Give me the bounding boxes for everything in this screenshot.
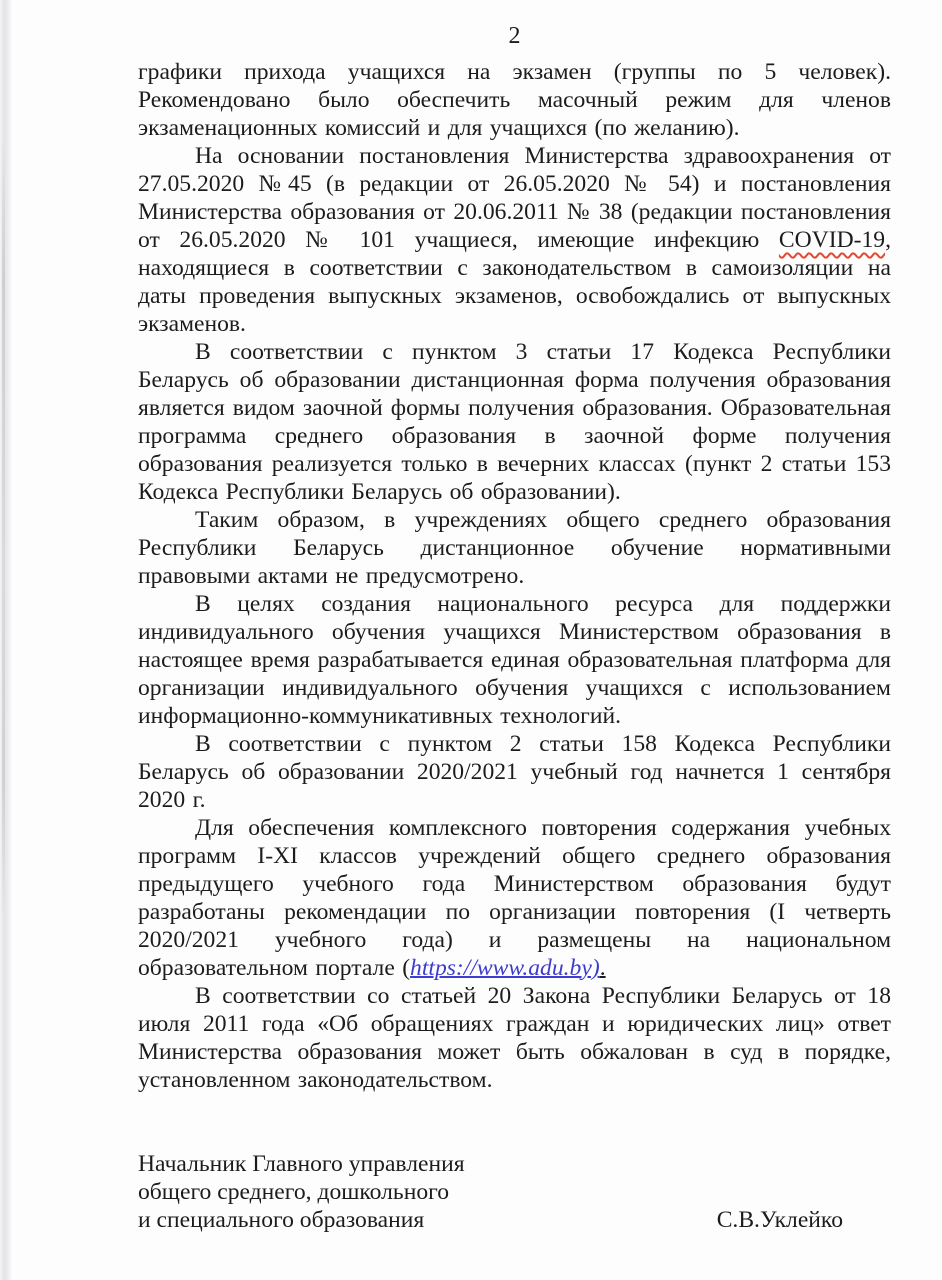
page-content (138, 22, 891, 1234)
paragraph-review-recommendations (138, 814, 891, 982)
paragraph-text: . (599, 955, 606, 981)
document-body (138, 58, 891, 1094)
paragraph-no-distance-learning (138, 506, 891, 590)
signatory-position-line: общего среднего, дошкольного (138, 1179, 450, 1205)
paragraph-text: В целях создания национального ресурса для поддержки индивидуального обучения учащихся Министерством образования в настоящее время разрабатывается единая образовательная платформа для организации индивидуального обучения учащихся с использованием информационно-коммуникативных технологий. (138, 591, 891, 729)
paragraph-appeal-rights (138, 982, 891, 1094)
signatory-position (138, 1150, 465, 1234)
paragraph-text: графики прихода учащихся на экзамен (группы по 5 человек). Рекомендовано было обеспечить масочный режим для членов экзаменационных комиссий и для учащихся (по желанию). (138, 59, 891, 141)
paragraph-text: , находящиеся в соответствии с законодательством в самоизоляции на даты проведения выпускных экзаменов, освобождались от выпускных экзаменов. (138, 227, 891, 337)
paragraph-covid-exemption (138, 142, 891, 338)
paragraph-text: Для обеспечения комплексного повторения содержания учебных программ I-XI классов учреждений общего среднего образования предыдущего учебного года Министерством образования будут разработаны рекомендации по организации повторения (I четверть 2020/2021 учебного года) и размещены на национальном образовательном портале ( (138, 815, 891, 981)
scan-left-edge-artifact (0, 0, 13, 1280)
signature-block (138, 1150, 891, 1234)
paragraph-text: Таким образом, в учреждениях общего среднего образования Республики Беларусь дистанционное обучение нормативными правовыми актами не предусмотрено. (138, 507, 891, 589)
paragraph-exam-schedule (138, 58, 891, 142)
paragraph-text: В соответствии с пунктом 2 статьи 158 Кодекса Республики Беларусь об образовании 2020/2021 учебный год начнется 1 сентября 2020 г. (138, 731, 891, 813)
signatory-position-line: и специального образования (138, 1207, 425, 1233)
paragraph-text: В соответствии с пунктом 3 статьи 17 Кодекса Республики Беларусь об образовании дистанционная форма получения образования является видом заочной формы получения образования. Образовательная программа среднего образования в заочной форме получения образования реализуется только в вечерних классах (пункт 2 статьи 153 Кодекса Республики Беларусь об образовании). (138, 339, 891, 505)
paragraph-text: На основании постановления Министерства здравоохранения от 27.05.2020 №45 (в редакции от 26.05.2020 № 54) и постановления Министерства образования от 20.06.2011 № 38 (редакции постановления от 26.05.2020 № 101 учащиеся, имеющие инфекцию (138, 143, 891, 253)
page-number: 2 (508, 23, 521, 49)
covid-19-flagged-term: COVID-19 (778, 227, 886, 253)
adu-portal-link[interactable]: https://www.adu.by) (410, 955, 600, 981)
paragraph-text: В соответствии со статьей 20 Закона Республики Беларусь от 18 июля 2011 года «Об обращениях граждан и юридических лиц» ответ Министерства образования может быть обжалован в суд в порядке, установленном законодательством. (138, 983, 891, 1093)
paragraph-national-platform (138, 590, 891, 730)
signatory-name: С.В.Уклейко (716, 1207, 843, 1233)
paragraph-distance-education-code (138, 338, 891, 506)
paragraph-school-year-start (138, 730, 891, 814)
signatory-position-line: Начальник Главного управления (138, 1151, 465, 1177)
